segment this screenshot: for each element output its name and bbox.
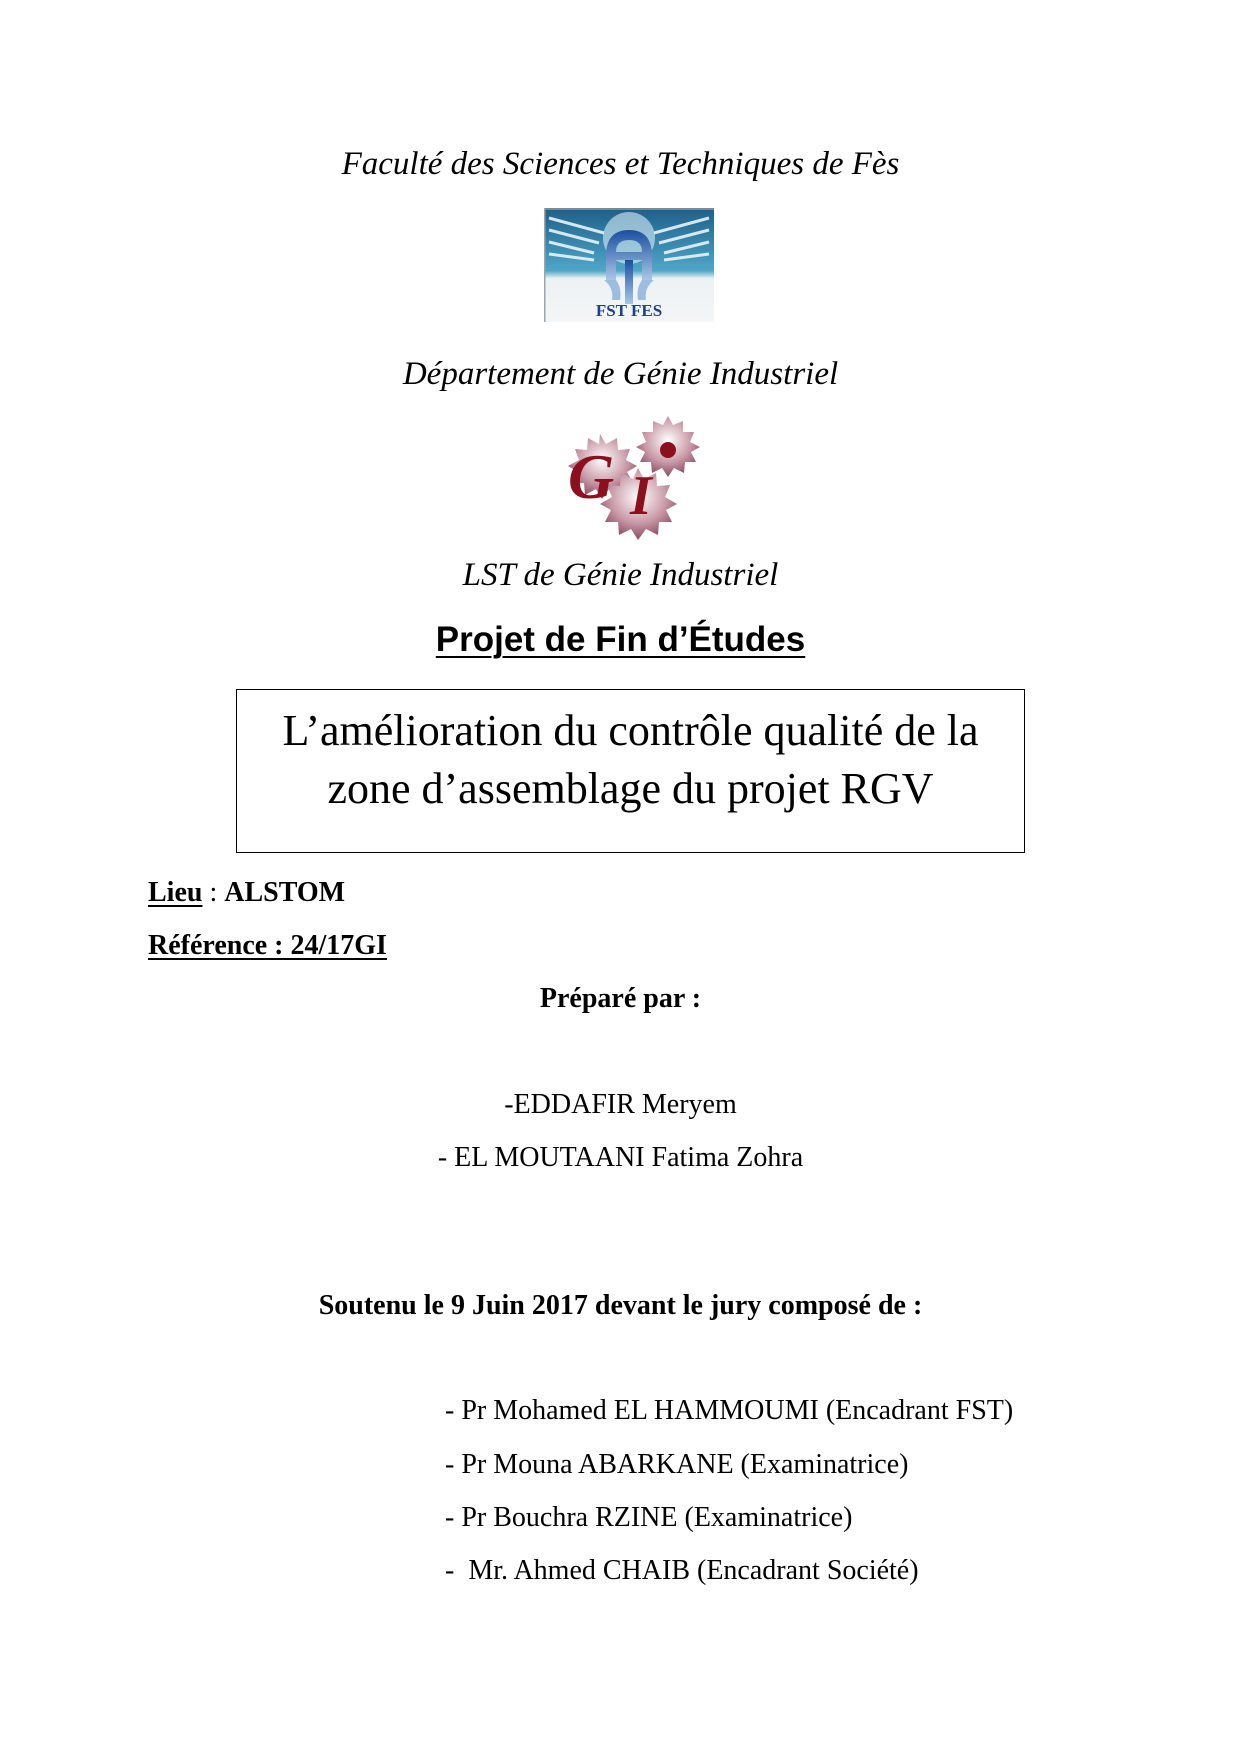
program-name: LST de Génie Industriel	[462, 557, 779, 593]
author-1: -EDDAFIR Meryem	[504, 1089, 737, 1120]
prepared-by-label: Préparé par :	[539, 983, 702, 1014]
reference: Référence : 24/17GI	[148, 930, 387, 961]
jury-member-2: - Pr Mouna ABARKANE (Examinatrice)	[445, 1449, 909, 1480]
title-box	[236, 689, 1025, 853]
jury-member-1: - Pr Mohamed EL HAMMOUMI (Encadrant FST)	[445, 1395, 1014, 1426]
svg-text:G: G	[568, 441, 615, 512]
author-2: - EL MOUTAANI Fatima Zohra	[437, 1142, 804, 1173]
location-line	[148, 877, 345, 909]
svg-text:I: I	[630, 465, 652, 527]
gi-logo	[560, 416, 706, 554]
department-name: Département de Génie Industriel	[402, 356, 839, 392]
jury-member-3: - Pr Bouchra RZINE (Examinatrice)	[445, 1502, 853, 1533]
fst-fes-logo	[544, 208, 714, 322]
location-label: Lieu	[148, 877, 203, 908]
jury-member-4: - Mr. Ahmed CHAIB (Encadrant Société)	[445, 1555, 919, 1586]
document-type: Projet de Fin d’Études	[435, 620, 806, 659]
faculty-name: Faculté des Sciences et Techniques de Fès	[341, 146, 900, 182]
title-line-2: zone d’assemblage du projet RGV	[327, 764, 934, 813]
reference-line	[148, 930, 387, 962]
svg-text:FST FES: FST FES	[595, 301, 663, 320]
location-value: ALSTOM	[224, 877, 346, 908]
document-type-heading	[0, 620, 1241, 660]
title-line-1: L’amélioration du contrôle qualité de la	[282, 706, 979, 755]
defense-statement: Soutenu le 9 Juin 2017 devant le jury composé de :	[318, 1290, 923, 1321]
location-separator: :	[202, 877, 225, 908]
